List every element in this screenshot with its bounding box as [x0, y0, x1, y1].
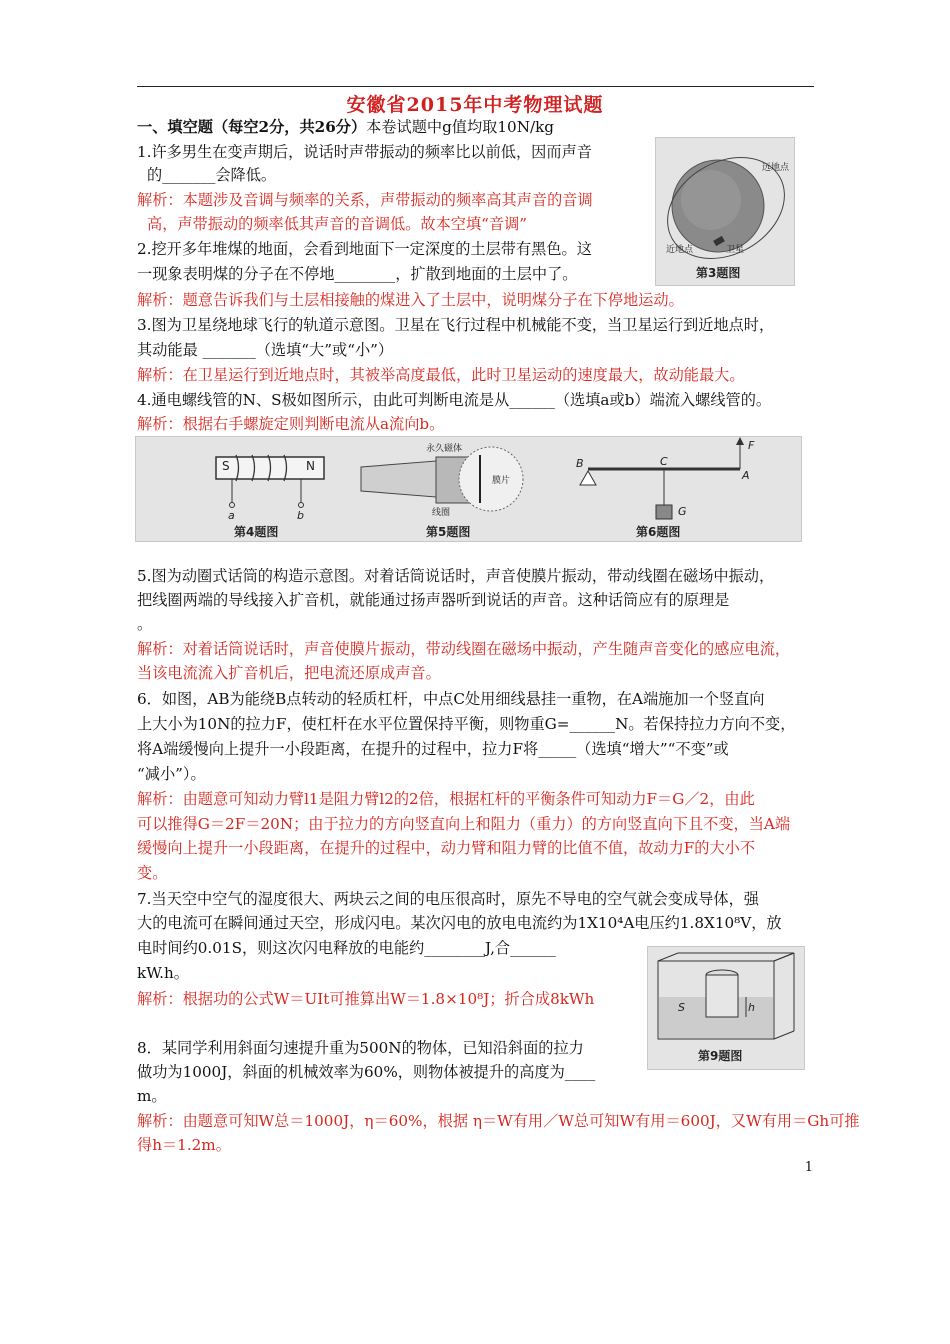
figure-3 — [655, 137, 795, 286]
figure-3-near-label: 近地点 — [666, 245, 694, 255]
section-note: 本卷试题中g值均取10N/kg — [366, 118, 555, 136]
question-1-line-2: 的_______会降低。 — [147, 166, 277, 184]
figure-6-c-label: C — [660, 455, 668, 468]
figure-3-satellite-label: 卫星 — [726, 245, 745, 255]
figure-5-magnet-label: 永久磁体 — [426, 444, 463, 454]
question-5-line-2: 把线圈两端的导线接入扩音机，就能通过扬声器听到说话的声音。这种话筒应有的原理是 — [137, 591, 730, 609]
figure-4-a-label: a — [228, 509, 235, 522]
section-heading — [137, 116, 554, 138]
question-5-line-1: 5.图为动圈式话筒的构造示意图。对着话筒说话时，声音使膜片振动，带动线圈在磁场中振动， — [137, 567, 775, 585]
figure-4-b-label: b — [297, 509, 304, 522]
answer-1-line-2: 高，声带振动的频率低其声音的音调低。故本空填“音调” — [147, 215, 528, 233]
figure-3-caption: 第3题图 — [696, 266, 741, 280]
question-5-line-3: 。 — [137, 615, 153, 633]
answer-3: 解析：在卫星运行到近地点时，其被举高度最低，此时卫星运动的速度最大，故动能最大。 — [137, 366, 745, 384]
answer-2: 解析：题意告诉我们与土层相接触的煤进入了土层中，说明煤分子在下停地运动。 — [137, 291, 684, 309]
figure-3-far-label: 远地点 — [762, 163, 790, 173]
top-rule — [137, 86, 814, 87]
page-title: 安徽省2015年中考物理试题 — [346, 94, 604, 116]
page-number: 1 — [804, 1160, 813, 1175]
answer-7: 解析：根据功的公式W＝UIt可推算出W＝1.8×10⁸J；折合成8kWh — [137, 990, 595, 1008]
figure-4-n-label: N — [306, 459, 315, 473]
question-3-line-1: 3.图为卫星绕地球飞行的轨道示意图。卫星在飞行过程中机械能不变，当卫星运行到近地点时， — [137, 316, 775, 334]
question-7-line-3: 电时间约0.01S，则这次闪电释放的电能约________J,合______ — [137, 939, 556, 957]
figure-6-a-label: A — [742, 469, 750, 482]
figure-5-film-label: 膜片 — [492, 476, 511, 486]
figure-9-s-label: S — [678, 1001, 685, 1014]
question-6-line-1: 6．如图，AB为能绕B点转动的轻质杠杆，中点C处用细线悬挂一重物，在A端施加一个竖直向 — [137, 690, 765, 708]
answer-6-line-3: 缓慢向上提升一小段距离，在提升的过程中，动力臂和阻力臂的比值不值，故动力F的大小不 — [137, 839, 756, 857]
answer-8-line-2: 得h＝1.2m。 — [137, 1136, 231, 1154]
question-8-line-3: m。 — [137, 1087, 167, 1105]
figure-4-caption: 第4题图 — [234, 525, 279, 539]
figure-4-s-label: S — [222, 459, 230, 473]
figure-6-f-label: F — [748, 439, 755, 452]
figure-6-caption: 第6题图 — [636, 525, 681, 539]
figure-9 — [647, 946, 805, 1070]
question-8-line-2: 做功为1000J，斜面的机械效率为60%，则物体被提升的高度为____ — [137, 1063, 596, 1081]
question-6-line-3: 将A端缓慢向上提升一小段距离，在提升的过程中，拉力F将_____（选填“增大”“不变”或 — [137, 740, 729, 758]
question-6-line-4: “减小”）。 — [137, 765, 206, 783]
answer-8-line-1: 解析：由题意可知W总＝1000J，η＝60%，根据 η＝W有用／W总可知W有用＝600J，又W有用＝Gh可推 — [137, 1112, 860, 1130]
question-2-line-2: 一现象表明煤的分子在不停地________，扩散到地面的土层中了。 — [137, 265, 578, 283]
section-title: 一、填空题（每空2分，共26分） — [137, 118, 367, 136]
figure-5-coil-label: 线圈 — [432, 508, 451, 518]
answer-4: 解析：根据右手螺旋定则判断电流从a流向b。 — [137, 415, 445, 433]
figure-9-caption: 第9题图 — [698, 1049, 743, 1063]
figure-5-caption: 第5题图 — [426, 525, 471, 539]
answer-6-line-1: 解析：由题意可知动力臂l1是阻力臂l2的2倍，根据杠杆的平衡条件可知动力F＝G／2，由此 — [137, 790, 755, 808]
question-7-line-2: 大的电流可在瞬间通过天空，形成闪电。某次闪电的放电电流约为1X10⁴A电压约1.8X10⁸V，放 — [137, 914, 782, 932]
answer-6-line-2: 可以推得G＝2F＝20N；由于拉力的方向竖直向上和阻力（重力）的方向竖直向下且不变，当A端 — [137, 815, 791, 833]
figures-4-5-6 — [135, 436, 802, 542]
answer-6-line-4: 变。 — [137, 864, 168, 882]
question-2-line-1: 2.挖开多年堆煤的地面，会看到地面下一定深度的土层带有黑色。这 — [137, 240, 592, 258]
question-1-line-1: 1.许多男生在变声期后，说话时声带振动的频率比以前低，因而声音 — [137, 143, 592, 161]
answer-5-line-1: 解析：对着话筒说话时，声音使膜片振动，带动线圈在磁场中振动，产生随声音变化的感应电流， — [137, 640, 791, 658]
figure-6-b-label: B — [576, 457, 584, 470]
question-7-line-4: kW.h。 — [137, 964, 189, 982]
question-6-line-2: 上大小为10N的拉力F，使杠杆在水平位置保持平衡，则物重G=______N。若保持拉力方向不变， — [137, 715, 796, 733]
question-7-line-1: 7.当天空中空气的湿度很大、两块云之间的电压很高时，原先不导电的空气就会变成导体，强 — [137, 890, 759, 908]
question-3-line-2: 其动能最 _______（选填“大”或“小”） — [137, 341, 394, 359]
figure-6-g-label: G — [678, 505, 687, 518]
question-8-line-1: 8．某同学利用斜面匀速提升重为500N的物体，已知沿斜面的拉力 — [137, 1039, 584, 1057]
question-4: 4.通电螺线管的N、S极如图所示，由此可判断电流是从______（选填a或b）端流入螺线管的。 — [137, 391, 772, 409]
figure-9-h-label: h — [748, 1001, 755, 1014]
answer-5-line-2: 当该电流流入扩音机后，把电流还原成声音。 — [137, 664, 441, 682]
answer-1-line-1: 解析：本题涉及音调与频率的关系，声带振动的频率高其声音的音调 — [137, 191, 593, 209]
